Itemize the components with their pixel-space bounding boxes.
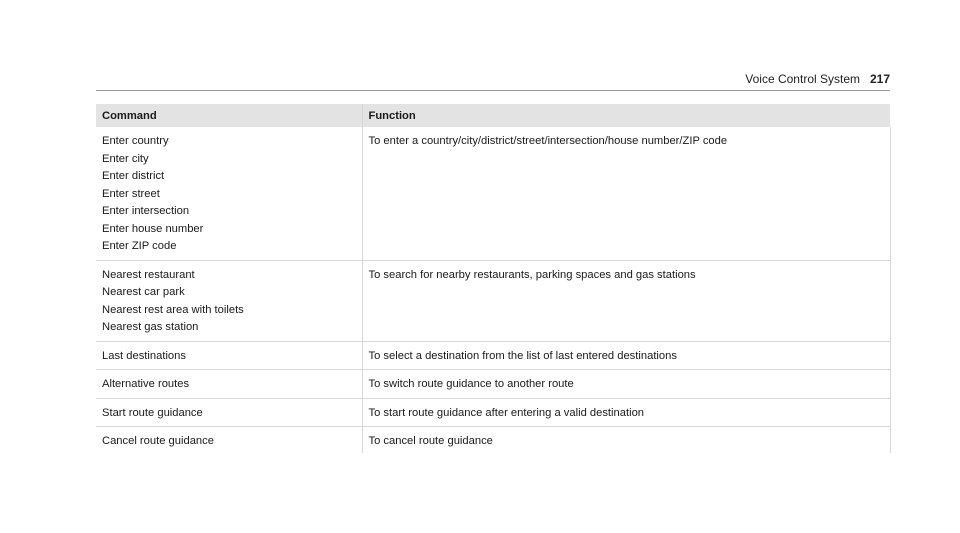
command-cell [96,398,362,427]
function-text: To search for nearby restaurants, parking spaces and gas stations [368,268,696,281]
function-text: To enter a country/city/district/street/intersection/house number/ZIP code [368,135,728,147]
command-text: Enter city [102,152,149,165]
command-text: Alternative routes [102,378,190,390]
command-text: Nearest gas station [102,321,199,333]
function-cell [362,341,890,370]
command-cell [96,127,362,260]
function-cell [362,260,890,341]
command-text: Nearest restaurant [102,268,195,281]
command-table [96,104,891,453]
command-text: Nearest car park [102,286,185,298]
command-cell [96,427,362,453]
command-text: Start route guidance [102,406,203,419]
command-cell [96,341,362,370]
function-text: To switch route guidance to another route [368,378,574,390]
table-row [96,370,890,399]
command-text: Enter street [102,187,160,200]
command-text: Enter country [102,135,169,147]
page-header [96,70,890,91]
page-number: 217 [869,72,890,86]
function-cell [362,370,890,399]
command-text: Enter ZIP code [102,240,177,252]
table-row [96,398,890,427]
function-text: To cancel route guidance [368,435,493,447]
table-row [96,260,890,341]
command-text: Nearest rest area with toilets [102,303,244,316]
command-text: Last destinations [102,349,186,362]
table-header-row [96,104,890,127]
command-text: Enter intersection [102,205,190,217]
function-text: To select a destination from the list of last entered destinations [368,349,677,362]
table-row [96,427,890,453]
function-cell [362,398,890,427]
command-text: Cancel route guidance [102,435,214,447]
table-row [96,341,890,370]
command-cell [96,260,362,341]
section-title: Voice Control System [745,72,860,86]
table-row [96,127,890,260]
command-text: Enter district [102,170,165,182]
function-cell [362,127,890,260]
column-header-command: Command [96,104,362,127]
function-cell [362,427,890,453]
function-text: To start route guidance after entering a valid destination [368,406,645,419]
command-cell [96,370,362,399]
column-header-function: Function [362,104,890,127]
command-text: Enter house number [102,222,204,235]
